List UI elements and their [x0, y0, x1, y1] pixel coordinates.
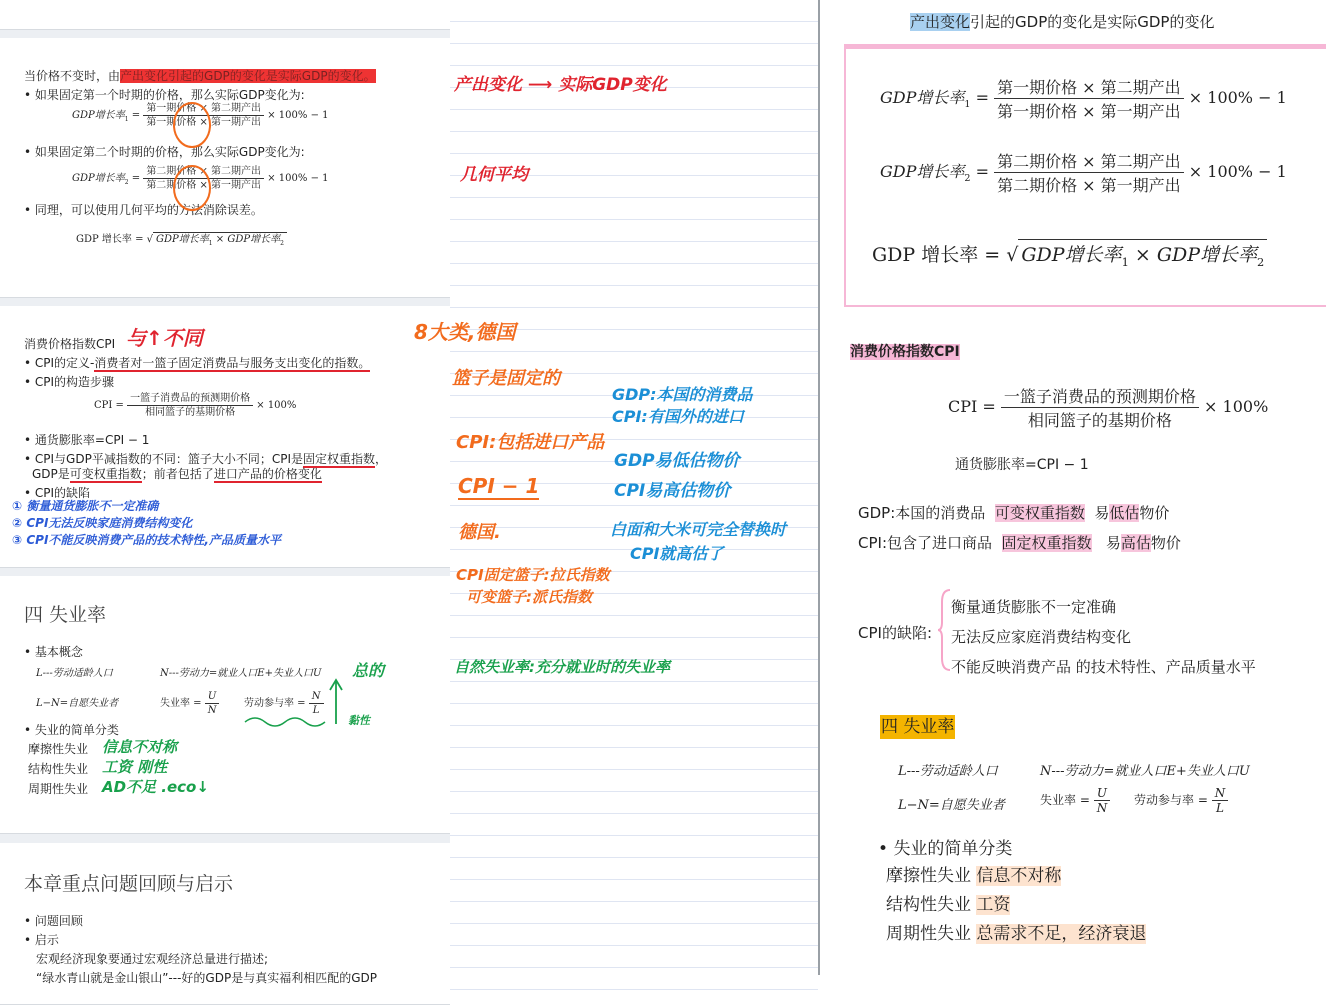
slide3-class-1: 摩擦性失业 — [28, 742, 89, 756]
slide2-inflation: • 通货膨胀率=CPI − 1 — [24, 433, 150, 447]
slide-gdp-growth[interactable] — [0, 38, 450, 298]
slide3-hand-c1: 信息不对称 — [102, 738, 178, 756]
slide2-def: • CPI的定义-消费者对一篮子固定消费品与服务支出变化的指数。 — [24, 356, 371, 370]
note-cpi-overestimate: CPI易高估物价 — [614, 481, 731, 501]
note-germany: 德国. — [458, 522, 501, 543]
right-formula-1: GDP增长率$_1$ = $\frac{\text{第一期价格 × 第二期产出}}{\text{第一期价格 × 第一期产出}}$ × 100% − 1 — [880, 75, 1287, 122]
cpi-weight-line: CPI:包含了进口商品 固定权重指数 易高估物价 — [858, 534, 1181, 552]
right-L-def: L---劳动适龄人口 — [898, 764, 998, 779]
slide1-formula-1: GDP增长率$_1$ = $\frac{\text{第一期价格 × 第二期产出}}{\text{第一期价格 × 第一期产出}}$ × 100% − 1 — [72, 103, 329, 128]
slide1-formula-2: GDP增长率$_2$ = $\frac{\text{第二期价格 × 第二期产出}}{\text{第二期价格 × 第一期产出}}$ × 100% − 1 — [72, 166, 329, 191]
slide1-bullet-2: • 如果固定第二个时期的价格，那么实际GDP变化为: — [24, 145, 305, 159]
gdp-weight-line: GDP:本国的消费品 可变权重指数 易低估物价 — [858, 504, 1170, 522]
note-basket-fixed: 篮子是固定的 — [452, 368, 560, 389]
note-index-types: CPI固定篮子:拉氏指数 可变篮子:派氏指数 — [456, 566, 610, 606]
right-p-rate: 劳动参与率 = $\frac{N}{L}$ — [1134, 786, 1228, 815]
slide2-diff-1: • CPI与GDP平减指数的不同：篮子大小不同；CPI是固定权重指数， — [24, 452, 388, 466]
slide3-N-def: N---劳动力=就业人口E+失业人口U — [160, 668, 322, 679]
slide3-class-2: 结构性失业 — [28, 762, 89, 776]
slide1-circle-marks — [170, 90, 220, 250]
slide-chapter-review[interactable] — [0, 843, 450, 1005]
handwritten-notes-canvas[interactable] — [414, 0, 818, 1005]
right-u-rate: 失业率 = $\frac{U}{N}$ — [1040, 786, 1110, 815]
typed-notes-page[interactable] — [820, 0, 1327, 1005]
cpi-inflation: 通货膨胀率=CPI − 1 — [955, 457, 1089, 473]
right-N-def: N---劳动力=就业人口E+失业人口U — [1040, 764, 1250, 779]
slide3-hand-stick: 黏性 — [348, 714, 370, 727]
slide4-line-1: 宏观经济现象要通过宏观经济总量进行描述; — [36, 952, 269, 966]
slide3-hand-c2: 工资 刚性 — [102, 758, 168, 776]
slide1-formula-3: GDP 增长率 = √ GDP增长率$_1$ × GDP增长率$_2$ — [76, 232, 287, 250]
slide4-title: 本章重点问题回顾与启示 — [24, 873, 234, 895]
slide2-formula: CPI = $\frac{\text{一篮子消费品的预测期价格}}{\text{相同篮子的基期价格}}$ × 100% — [94, 393, 297, 418]
slide1-intro: 当价格不变时，由产出变化引起的GDP的变化是实际GDP的变化。 — [24, 69, 376, 83]
slide3-L-def: L---劳动适龄人口 — [36, 668, 113, 679]
slide2-hand-title: 与↑不同 — [126, 326, 203, 350]
right-formula-2: GDP增长率$_2$ = $\frac{\text{第二期价格 × 第二期产出}}{\text{第二期价格 × 第一期产出}}$ × 100% − 1 — [880, 149, 1287, 196]
slide4-line-2: “绿水青山就是金山银山”---好的GDP是与真实福利相匹配的GDP — [36, 971, 377, 985]
right-formula-3: GDP 增长率 = √ GDP增长率$_1$ × GDP增长率$_2$ — [872, 239, 1267, 269]
slide3-p-rate: 劳动参与率 = $\frac{N}{L}$ — [244, 690, 324, 717]
note-natural-unemployment: 自然失业率:充分就业时的失业率 — [454, 658, 671, 676]
slide3-u-rate: 失业率 = $\frac{U}{N}$ — [160, 690, 220, 717]
note-real-gdp-heading: 产出变化引起的GDP的变化是实际GDP的变化 — [910, 13, 1215, 31]
note-8-categories: 8大类,德国 — [414, 320, 516, 344]
note-geometric-mean: 几何平均 — [460, 165, 528, 185]
slide4-bullet-2: • 启示 — [24, 933, 59, 947]
slide3-basic: • 基本概念 — [24, 645, 83, 659]
note-gdp-cpi-scope: GDP:本国的消费品 CPI:有国外的进口 — [612, 385, 753, 426]
cpi-defect-list: 衡量通货膨胀不一定准确 无法反应家庭消费结构变化 不能反映消费产品 的技术特性、产品质量水平 — [951, 598, 1256, 676]
slide3-hand-arrow — [240, 672, 360, 732]
note-substitution: 白面和大米可完全替换时 CPI就高估了 — [610, 520, 787, 563]
slide-previous[interactable] — [0, 0, 450, 30]
note-cpi-minus-1: CPI − 1 — [458, 474, 540, 498]
slide3-classes: • 失业的简单分类 — [24, 723, 119, 737]
slide-cpi[interactable] — [0, 306, 450, 568]
note-output-change: 产出变化 ⟶ 实际GDP变化 — [454, 75, 667, 95]
slide2-steps: • CPI的构造步骤 — [24, 375, 115, 389]
right-classes: • 失业的简单分类 — [878, 839, 1013, 859]
slide-unemployment[interactable] — [0, 576, 450, 834]
slide3-hand-total: 总的 — [352, 661, 385, 680]
slide1-bullet-1: • 如果固定第一个时期的价格，那么实际GDP变化为: — [24, 88, 305, 102]
slide2-hand-defects: ① 衡量通货膨胀不一定准确 ② CPI无法反映家庭消费结构变化 ③ CPI不能反映消费产品的技术特性,产品质量水平 — [12, 499, 281, 547]
gdp-formula-box — [844, 44, 1326, 307]
slide3-hand-c3: AD不足 .eco↓ — [102, 778, 209, 796]
slide2-defects: • CPI的缺陷 — [24, 486, 91, 500]
slide-panel[interactable] — [0, 0, 450, 1005]
note-gdp-underestimate: GDP易低估物价 — [614, 451, 740, 471]
slide2-title: 消费价格指数CPI — [24, 337, 116, 351]
slide4-bullet-1: • 问题回顾 — [24, 914, 83, 928]
cpi-formula: CPI = $\frac{\text{一篮子消费品的预测期价格}}{\text{相同篮子的基期价格}}$ × 100% — [948, 384, 1268, 431]
unemployment-title: 四 失业率 — [881, 717, 955, 737]
slide2-diff-2: GDP是可变权重指数；前者包括了进口产品的价格变化 — [32, 467, 322, 481]
slide1-bullet-3: • 同理，可以使用几何平均的方法消除误差。 — [24, 203, 263, 217]
cpi-defect-label: CPI的缺陷: — [858, 624, 932, 642]
cpi-defect-brace — [938, 588, 952, 672]
cpi-title: 消费价格指数CPI — [850, 344, 960, 360]
right-class-list: 摩擦性失业 信息不对称 结构性失业 工资 周期性失业 总需求不足，经济衰退 — [886, 866, 1147, 944]
note-cpi-imports: CPI:包括进口产品 — [456, 432, 605, 453]
slide3-class-3: 周期性失业 — [28, 782, 89, 796]
slide3-title: 四 失业率 — [24, 604, 107, 626]
slide3-LN-def: L−N=自愿失业者 — [36, 698, 119, 709]
right-LN-def: L−N=自愿失业者 — [898, 798, 1005, 813]
